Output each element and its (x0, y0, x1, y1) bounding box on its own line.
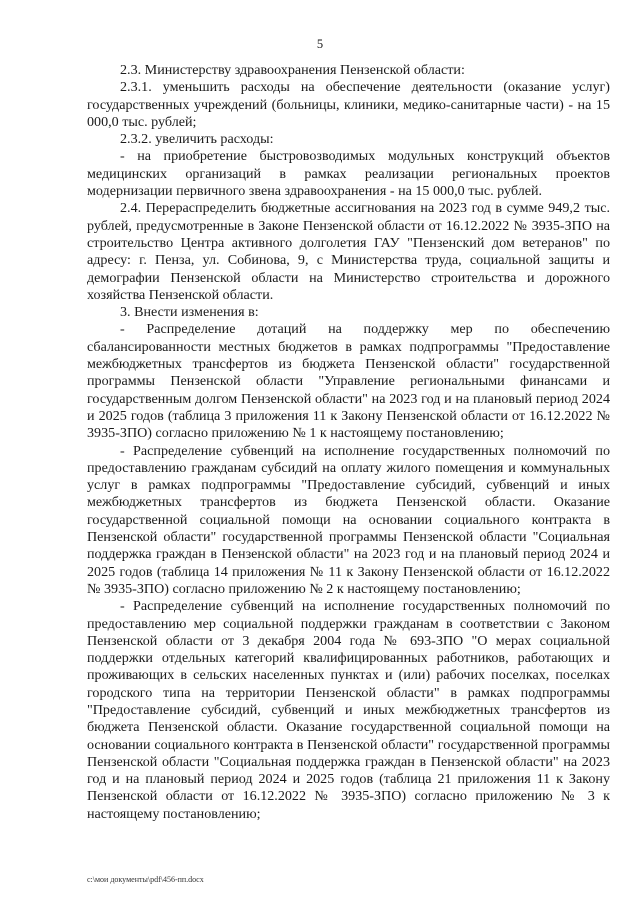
file-path-footer: c:\мои документы\pdf\456-пп.docx (87, 875, 204, 884)
page-number: 5 (316, 37, 324, 51)
paragraph-3-item-2: - Распределение субвенций на исполнение государственных полномочий по предоставлению гражданам субсидий на оплату жилого помещения и коммунальных услуг в рамках подпрограммы "Предоставление субсидий, субвенций и иных межбюджетных трансфертов из бюджета Пензенской области. Оказание государственной социальной помощи на основании социального контракта в Пензенской области" государственной программы Пензенской области "Социальная поддержка граждан в Пензенской области" на 2023 год и на плановый период 2024 и 2025 годов (таблица 14 приложения № 11 к Закону Пензенской области от 16.12.2022 № 3935-ЗПО) согласно приложению № 2 к настоящему постановлению; (87, 442, 610, 597)
paragraph-2-3-1: 2.3.1. уменьшить расходы на обеспечение деятельности (оказание услуг) государственных учреждений (больницы, клиники, медико-санитарные части) - на 15 000,0 тыс. рублей; (87, 79, 610, 130)
paragraph-3-item-1: - Распределение дотаций на поддержку мер по обеспечению сбалансированности местных бюджетов в рамках подпрограммы "Предоставление межбюджетных трансфертов из бюджета Пензенской области" государственной программы Пензенской области "Управление региональными финансами и государственным долгом Пензенской области" на 2023 год и на плановый период 2024 и 2025 годов (таблица 3 приложения 11 к Закону Пензенской области от 16.12.2022 № 3935-ЗПО) согласно приложению № 1 к настоящему постановлению; (87, 321, 610, 442)
paragraph-2-3-2-item: - на приобретение быстровозводимых модульных конструкций объектов медицинских организаций в рамках реализации региональных проектов модернизации первичного звена здравоохранения - на 15 000,0 тыс. рублей. (87, 148, 610, 200)
paragraph-3-item-3: - Распределение субвенций на исполнение государственных полномочий по предоставлению мер социальной поддержки гражданам в соответствии с Законом Пензенской области от 3 декабря 2004 года № 693-ЗПО "О мерах социальной поддержки отдельных категорий квалифицированных работников, работающих и проживающих в сельских населенных пунктах и (или) рабочих поселках, поселках городского типа на территории Пензенской области" в рамках подпрограммы "Предоставление субсидий, субвенций и иных межбюджетных трансфертов из бюджета Пензенской области. Оказание государственной социальной помощи на основании социального контракта в Пензенской области" государственной программы Пензенской области "Социальная поддержка граждан в Пензенской области" на 2023 год и на плановый период 2024 и 2025 годов (таблица 21 приложения 11 к Закону Пензенской области от 16.12.2022 № 3935-ЗПО) согласно приложению № 3 к настоящему постановлению; (87, 598, 610, 822)
paragraph-2-3-2: 2.3.2. увеличить расходы: (120, 131, 274, 148)
paragraph-3: 3. Внести изменения в: (120, 304, 259, 321)
document-body (87, 62, 610, 823)
paragraph-2-3: 2.3. Министерству здравоохранения Пензенской области: (120, 62, 465, 78)
paragraph-2-4: 2.4. Перераспределить бюджетные ассигнования на 2023 год в сумме 949,2 тыс. рублей, предусмотренные в Законе Пензенской области от 16.12.2022 № 3935-ЗПО на строительство Центра активного долголетия ГАУ "Пензенский дом ветеранов" по адресу: г. Пенза, ул. Собинова, 9, с Министерства труда, социальной защиты и демографии Пензенской области на Министерство строительства и дорожного хозяйства Пензенской области. (87, 200, 610, 303)
